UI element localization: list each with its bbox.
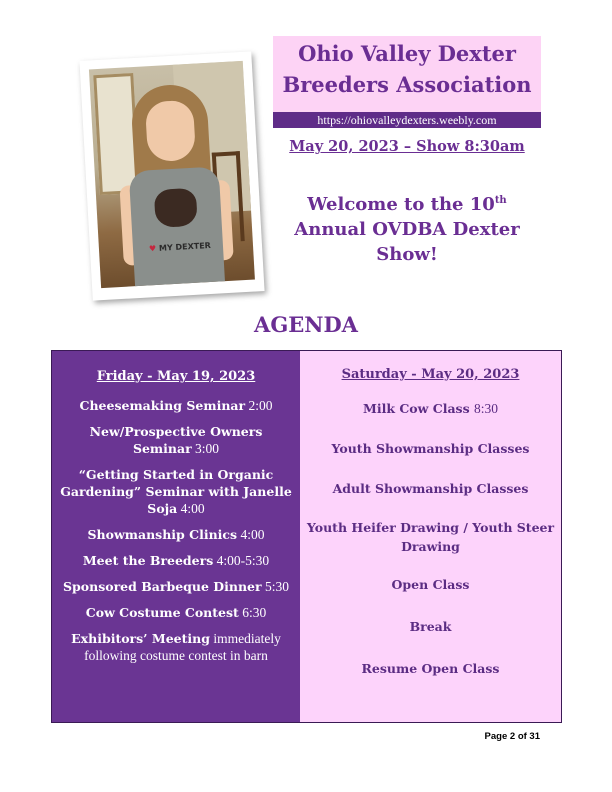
title-line-1: Ohio Valley Dexter <box>298 41 516 66</box>
shirt-text: ♥ MY DEXTER <box>148 240 212 254</box>
list-item: Open Class <box>391 577 470 592</box>
agenda-table <box>51 350 562 723</box>
list-item: Exhibitors’ Meeting immediately following costume contest in barn <box>71 631 281 663</box>
list-item: Adult Showmanship Classes <box>332 481 529 496</box>
friday-heading: Friday - May 19, 2023 <box>96 369 256 384</box>
page-number: Page 2 of 31 <box>484 731 540 742</box>
list-item: “Getting Started in Organic Gardening” Seminar with Janelle Soja 4:00 <box>60 467 292 516</box>
child-photo <box>79 51 264 300</box>
title-line-2: Breeders Association <box>282 72 532 97</box>
list-item: Resume Open Class <box>361 661 500 676</box>
welcome-message: Welcome to the 10th Annual OVDBA Dexter Show! <box>294 194 520 265</box>
photo-image <box>89 61 255 288</box>
list-item: Break <box>409 619 452 634</box>
list-item: Showmanship Clinics 4:00 <box>87 527 265 542</box>
website-link[interactable]: https://ohiovalleydexters.weebly.com <box>273 112 541 128</box>
agenda-heading: AGENDA <box>254 312 358 337</box>
list-item: Meet the Breeders 4:00-5:30 <box>82 553 270 568</box>
friday-column <box>52 351 300 722</box>
list-item: Cheesemaking Seminar 2:00 <box>79 398 273 413</box>
list-item: Milk Cow Class 8:30 <box>363 401 498 416</box>
saturday-heading: Saturday - May 20, 2023 <box>341 367 520 382</box>
show-date: May 20, 2023 – Show 8:30am <box>289 138 525 155</box>
list-item: Cow Costume Contest 6:30 <box>85 605 267 620</box>
list-item: Youth Showmanship Classes <box>331 441 530 456</box>
list-item: Sponsored Barbeque Dinner 5:30 <box>63 579 289 594</box>
saturday-column <box>300 351 561 722</box>
list-item: Youth Heifer Drawing / Youth Steer Drawing <box>306 520 555 554</box>
list-item: New/Prospective Owners Seminar 3:00 <box>89 424 263 456</box>
association-title <box>273 36 541 112</box>
